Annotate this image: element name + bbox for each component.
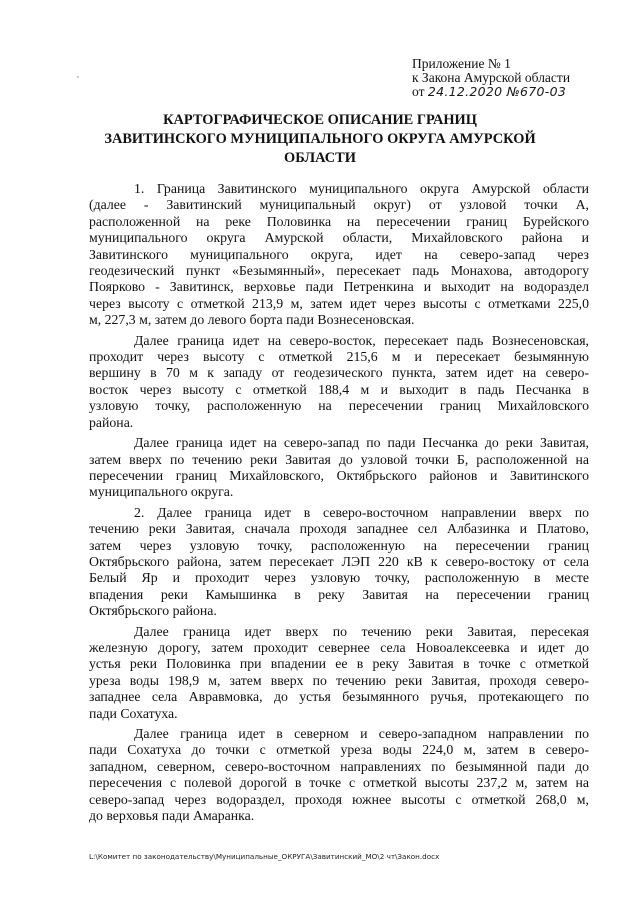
paragraph: [89, 435, 589, 501]
title-line-3: ОБЛАСТИ: [284, 150, 356, 166]
paragraph: [89, 333, 589, 431]
paragraph-line: м, 227,3 м, затем до левого борта пади Вознесеновская.: [89, 312, 415, 328]
paragraph-line: Поярково - Завитинск, верховье пади Петренкина и выходит на водораздел: [89, 279, 589, 295]
appendix-number: Приложение № 1: [412, 56, 511, 71]
paragraph-line: пересечения с полевой дорогой в точке с отметкой высоты 237,2 м, затем на: [89, 775, 589, 791]
paragraph-line: до верховья пади Амаранка.: [89, 808, 255, 824]
paragraph-line: 2. Далее граница идет в северо-восточном направлении вверх по: [134, 504, 589, 520]
paragraph-line: железную дорогу, затем проходит севернее села Новоалексеевка и идет до: [89, 639, 589, 655]
paragraph-line: устья реки Половинка при впадении ее в реку Завитая в точке с отметкой: [89, 656, 589, 672]
appendix-handwritten-date-number: 24.12.2020 №670-03: [427, 84, 567, 99]
paragraph-line: через высоту с отметкой 213,9 м, затем идет через высоты с отметками 225,0: [89, 295, 589, 311]
paragraph-line: Октябрьского района, затем пересекает ЛЭП 220 кВ к северо-востоку от села: [89, 553, 589, 569]
paragraph: [89, 505, 589, 620]
paragraph-line: Далее граница идет на северо-восток, пересекает падь Вознесеновская,: [134, 332, 589, 348]
file-path-footer: L:\Комитет по законодательству\Муниципальные_ОКРУГА\Завитинский_МО\2 чт\Закон.docx: [89, 852, 440, 861]
paragraph-line: Далее граница идет вверх по течению реки Завитая, пересекая: [134, 623, 589, 639]
paragraph-line: узловую точку, расположенную на пересечении границ Михайловского: [89, 398, 589, 414]
paragraph-line: муниципального округа.: [89, 484, 234, 500]
paragraph-line: впадения реки Камышинка в реку Завитая на пересечении границ: [89, 586, 589, 602]
paragraph-line: Октябрьского района.: [89, 603, 217, 619]
paragraph-line: восток через высоту с отметкой 188,4 м и выходит в падь Песчанка в: [89, 381, 589, 397]
appendix-law-reference: к Закона Амурской области: [412, 70, 571, 85]
paragraph-line: геодезический пункт «Безымянный», пересекает падь Монахова, автодорогу: [89, 263, 589, 279]
paragraph-line: проходит через высоту с отметкой 215,6 м и пересекает безымянную: [89, 349, 589, 365]
paragraph-line: пересечении границ Михайловского, Октябрьского районов и Завитинского: [89, 467, 589, 483]
document-body: [89, 181, 589, 828]
appendix-date-prefix: от: [412, 84, 428, 99]
paragraph: [89, 624, 589, 722]
appendix-header: [412, 57, 612, 99]
paragraph-line: западном, северном, северо-восточном направлениях по безымянной пади до: [89, 758, 589, 774]
paragraph-line: Далее граница идет на северо-запад по пади Песчанка до реки Завитая,: [134, 435, 589, 451]
title-line-2: ЗАВИТИНСКОГО МУНИЦИПАЛЬНОГО ОКРУГА АМУРСКОЙ: [104, 131, 536, 147]
paragraph-line: северо-запад через водораздел, проходя южнее высоты с отметкой 268,0 м,: [89, 791, 589, 807]
paragraph-line: пади Сохатуха до точки с отметкой уреза воды 224,0 м, затем в северо-: [89, 742, 589, 758]
paragraph-line: пади Сохатуха.: [89, 705, 178, 721]
document-title: [100, 111, 540, 168]
paragraph-line: вершину в 70 м к западу от геодезического пункта, затем идет на северо-: [89, 365, 589, 381]
paragraph-line: (далее - Завитинский муниципальный округ) от узловой точки А,: [89, 197, 589, 213]
paragraph-line: западнее села Авравмовка, до устья безымянного ручья, протекающего по: [89, 689, 589, 705]
paragraph-line: Белый Яр и проходит через узловую точку, расположенную в месте: [89, 570, 589, 586]
title-line-1: КАРТОГРАФИЧЕСКОЕ ОПИСАНИЕ ГРАНИЦ: [163, 112, 477, 128]
paragraph-line: района.: [89, 414, 134, 430]
paragraph-line: Далее граница идет в северном и северо-западном направлении по: [134, 726, 589, 741]
appendix-date-line: [412, 85, 612, 99]
paragraph-line: муниципального округа Амурской области, Михайловского района и: [89, 230, 589, 246]
paragraph-line: 1. Граница Завитинского муниципального округа Амурской области: [134, 181, 589, 196]
paragraph-line: расположенной на реке Половинка на пересечении границ Бурейского: [89, 213, 589, 229]
scan-speck: [77, 76, 79, 78]
paragraph: [89, 726, 589, 824]
paragraph: [89, 181, 589, 329]
paragraph-line: затем через узловую точку, расположенную на пересечении границ: [89, 537, 589, 553]
paragraph-line: течению реки Завитая, сначала проходя западнее сел Албазинка и Платово,: [89, 521, 589, 537]
paragraph-line: затем вверх по течению реки Завитая до узловой точки Б, расположенной на: [89, 451, 589, 467]
paragraph-line: Завитинского муниципального округа, идет на северо-запад через: [89, 246, 589, 262]
paragraph-line: уреза воды 198,9 м, затем вверх по течению реки Завитая, проходя северо-: [89, 672, 589, 688]
